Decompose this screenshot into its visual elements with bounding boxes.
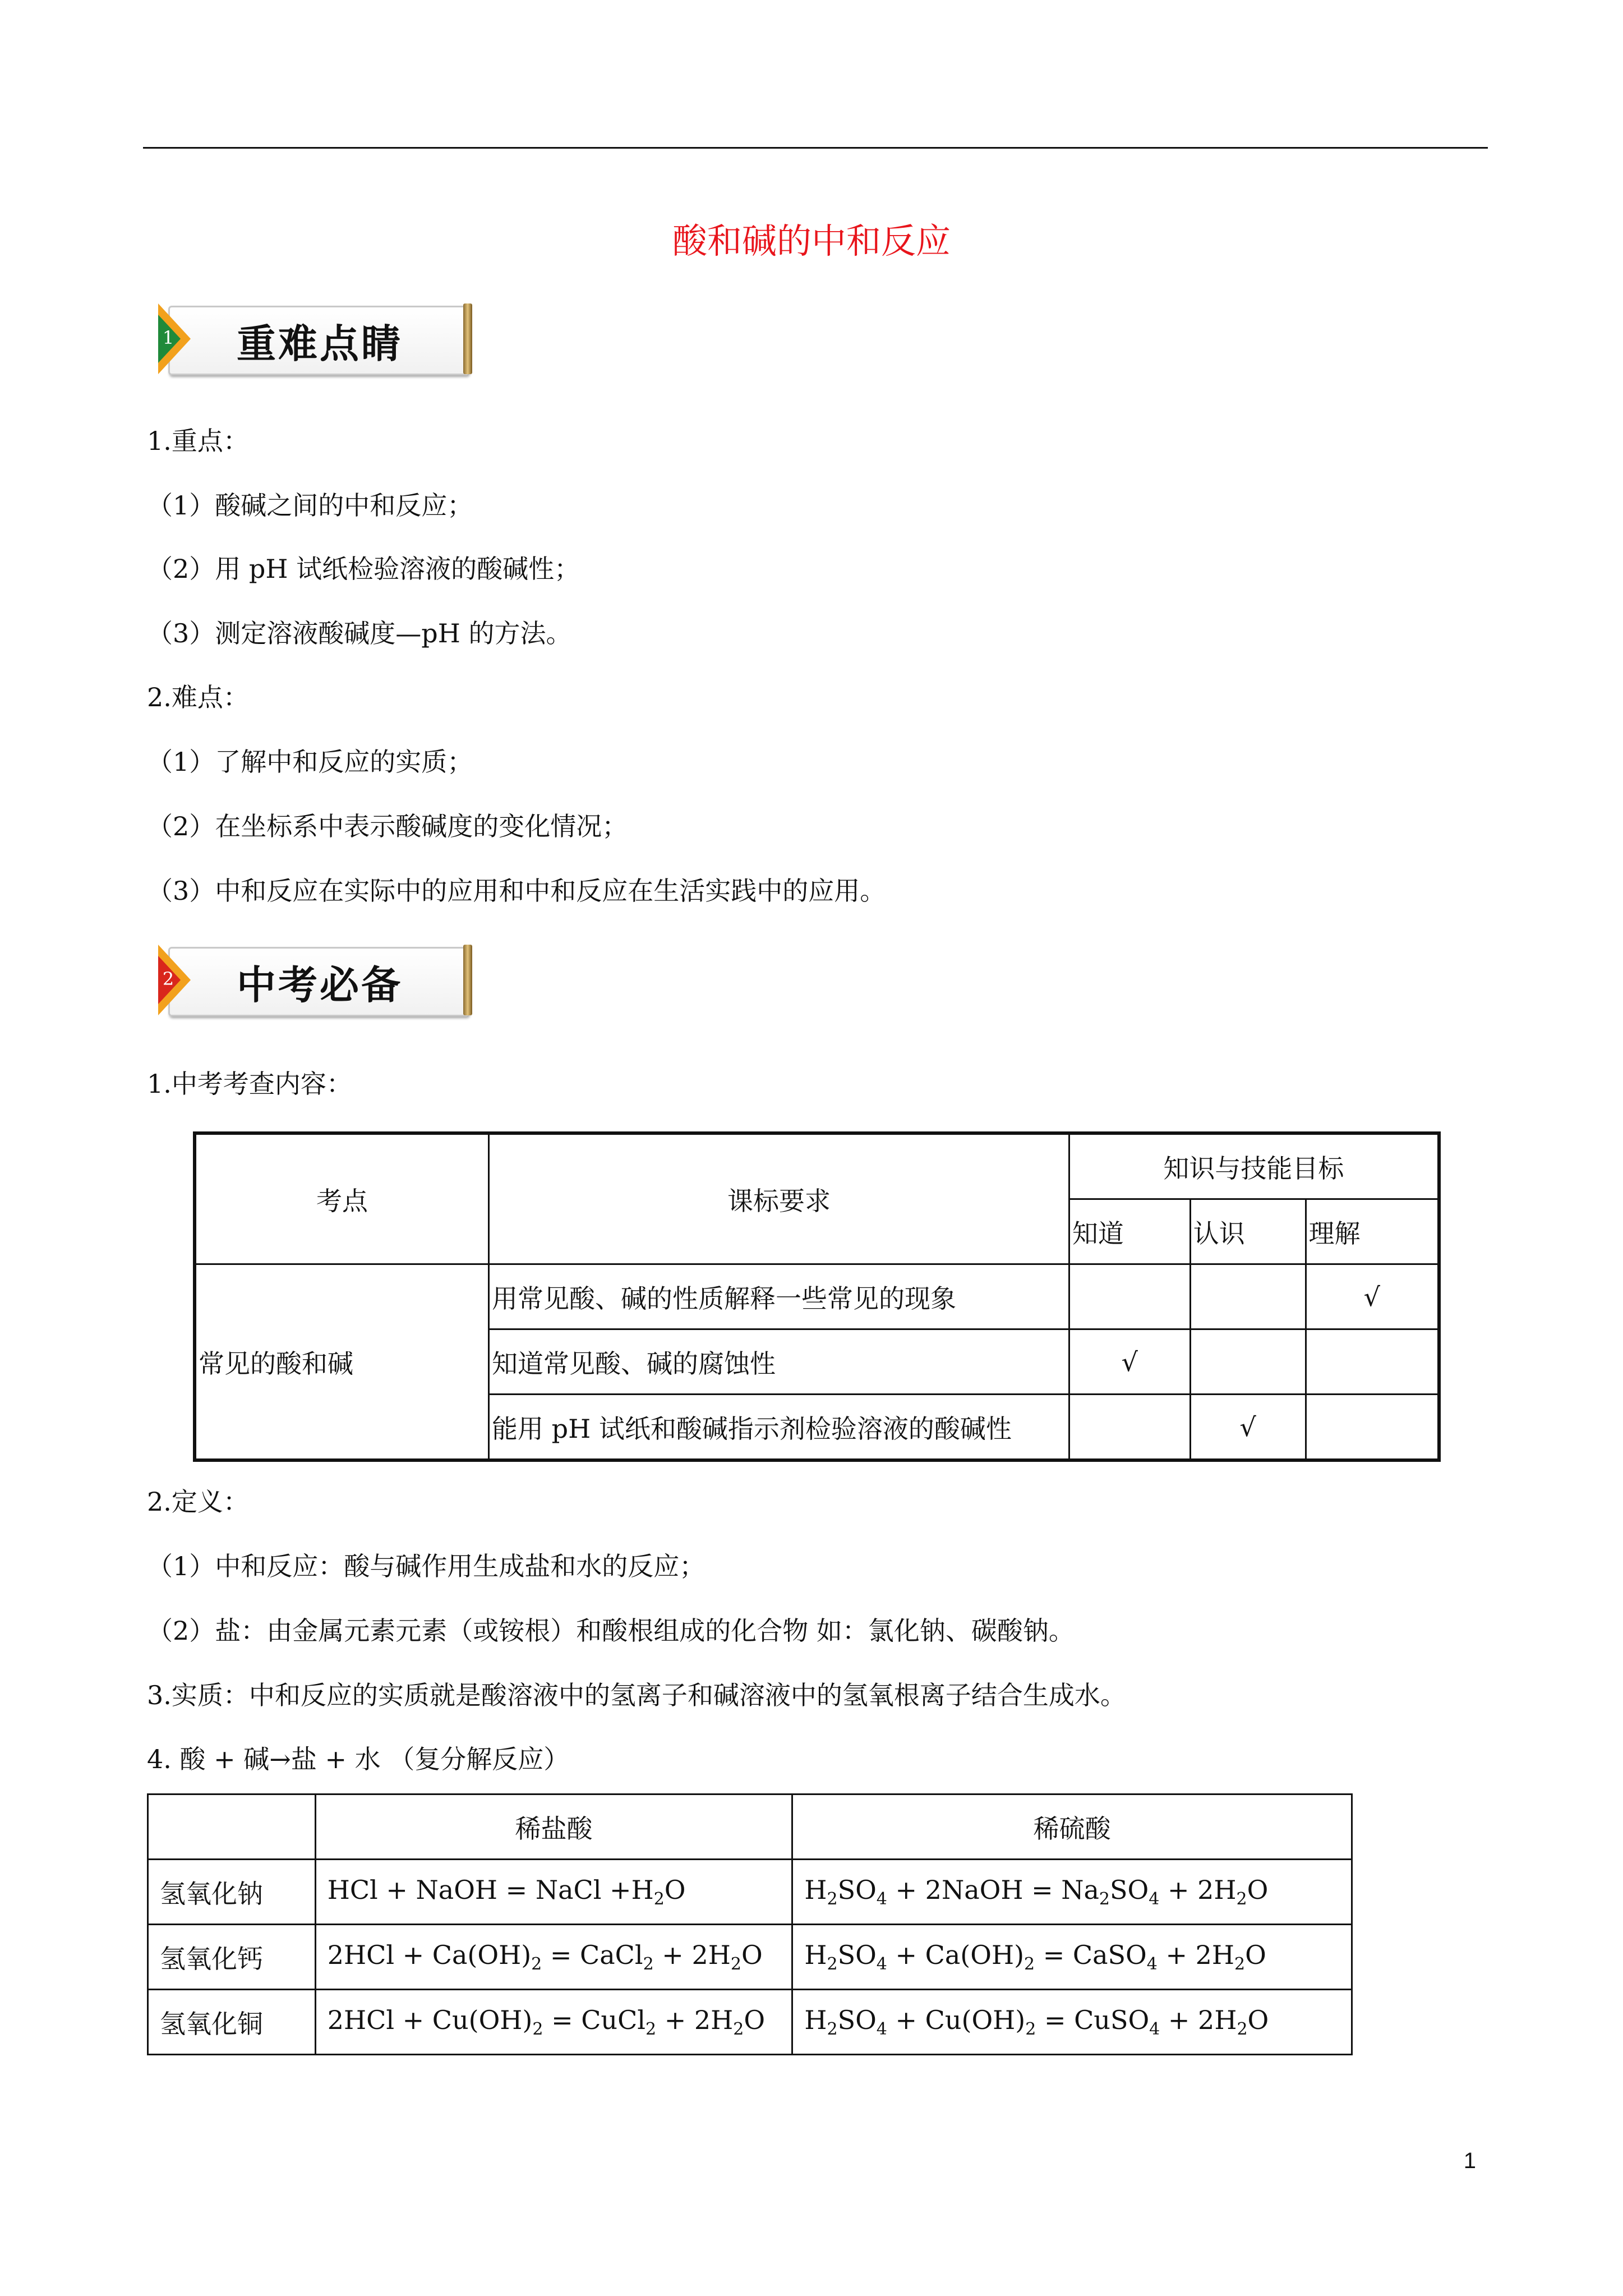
curriculum-table xyxy=(193,1131,1441,1462)
text-line: （1）了解中和反应的实质； xyxy=(147,747,473,777)
text-line: （2）用 pH 试纸检验溶液的酸碱性； xyxy=(147,554,580,584)
equation-cell: HCl + NaOH = NaCl $+H_2O$ xyxy=(315,1860,792,1925)
section-banner-1 xyxy=(158,300,472,379)
check-cell xyxy=(1190,1329,1306,1395)
section-label: 中考必备 xyxy=(237,962,403,1008)
check-cell xyxy=(1306,1329,1439,1395)
equation-cell: $H_2SO_4$ + 2NaOH = $Na_2SO_4 + 2H_2O$ xyxy=(792,1860,1352,1925)
page-title: 酸和碱的中和反应 xyxy=(672,220,951,261)
section-label: 重难点睛 xyxy=(237,321,403,367)
text-line: 4. 酸 + 碱→盐 + 水 （复分解反应） xyxy=(147,1744,570,1774)
header-point: 考点 xyxy=(195,1133,489,1264)
text-line: （3）中和反应在实际中的应用和中和反应在生活实践中的应用。 xyxy=(147,876,886,906)
check-cell xyxy=(1190,1264,1306,1329)
table-row xyxy=(195,1264,1439,1329)
base-name-cell: 氢氧化钙 xyxy=(148,1925,316,1990)
table-row xyxy=(148,1925,1352,1990)
header-goal: 知识与技能目标 xyxy=(1069,1133,1439,1199)
check-cell xyxy=(1069,1395,1190,1461)
section-banner-2 xyxy=(158,941,472,1020)
reaction-table xyxy=(147,1793,1353,2055)
banner-cap xyxy=(463,945,472,1015)
topic-cell: 常见的酸和碱 xyxy=(195,1264,489,1461)
check-cell xyxy=(1069,1264,1190,1329)
equation-cell: $2HCl + Ca(OH)_2$ = CaCl$_2$ + $2H_2O$ xyxy=(315,1925,792,1990)
header-recognize: 认识 xyxy=(1190,1199,1306,1264)
header-requirement: 课标要求 xyxy=(489,1133,1069,1264)
requirement-cell: 能用 pH 试纸和酸碱指示剂检验溶液的酸碱性 xyxy=(489,1395,1069,1461)
table-row xyxy=(148,1860,1352,1925)
text-line: （1）酸碱之间的中和反应； xyxy=(147,490,473,521)
text-line: （3）测定溶液酸碱度—pH 的方法。 xyxy=(147,618,572,648)
header-empty xyxy=(148,1795,316,1860)
text-line: （2）盐：由金属元素元素（或铵根）和酸根组成的化合物 如：氯化钠、碳酸钠。 xyxy=(147,1616,1075,1646)
text-line: 2.难点： xyxy=(147,682,249,712)
requirement-cell: 用常见酸、碱的性质解释一些常见的现象 xyxy=(489,1264,1069,1329)
base-name-cell: 氢氧化钠 xyxy=(148,1860,316,1925)
text-line: （1）中和反应：酸与碱作用生成盐和水的反应； xyxy=(147,1551,706,1581)
header-h2so4: 稀硫酸 xyxy=(792,1795,1352,1860)
check-cell: √ xyxy=(1190,1395,1306,1461)
text-line: 1.重点： xyxy=(147,426,249,456)
requirement-cell: 知道常见酸、碱的腐蚀性 xyxy=(489,1329,1069,1395)
banner-cap xyxy=(463,303,472,374)
check-cell xyxy=(1306,1395,1439,1461)
text-line: 3.实质：中和反应的实质就是酸溶液中的氢离子和碱溶液中的氢氧根离子结合生成水。 xyxy=(147,1680,1126,1710)
equation-cell: $2HCl + Cu(OH)_2$ = CuCl$_2$ + $2H_2O$ xyxy=(315,1990,792,2055)
header-hcl: 稀盐酸 xyxy=(315,1795,792,1860)
base-name-cell: 氢氧化铜 xyxy=(148,1990,316,2055)
text-line: 2.定义： xyxy=(147,1487,249,1517)
check-cell: √ xyxy=(1306,1264,1439,1329)
page-number: 1 xyxy=(1463,2148,1476,2173)
equation-cell: $H_2SO_4 + Cu(OH)_2$ = CuSO$_4$ + $2H_2O$ xyxy=(792,1990,1352,2055)
equation-cell: $H_2SO_4 + Ca(OH)_2$ = CaSO$_4$ + $2H_2O$ xyxy=(792,1925,1352,1990)
table-row xyxy=(148,1990,1352,2055)
text-line: （2）在坐标系中表示酸碱度的变化情况； xyxy=(147,811,628,841)
check-cell: √ xyxy=(1069,1329,1190,1395)
section-number: 2 xyxy=(162,968,174,990)
text-line: 1.中考考查内容： xyxy=(147,1069,352,1099)
header-rule xyxy=(143,147,1488,149)
header-know: 知道 xyxy=(1069,1199,1190,1264)
section-number: 1 xyxy=(162,327,174,348)
header-understand: 理解 xyxy=(1306,1199,1439,1264)
